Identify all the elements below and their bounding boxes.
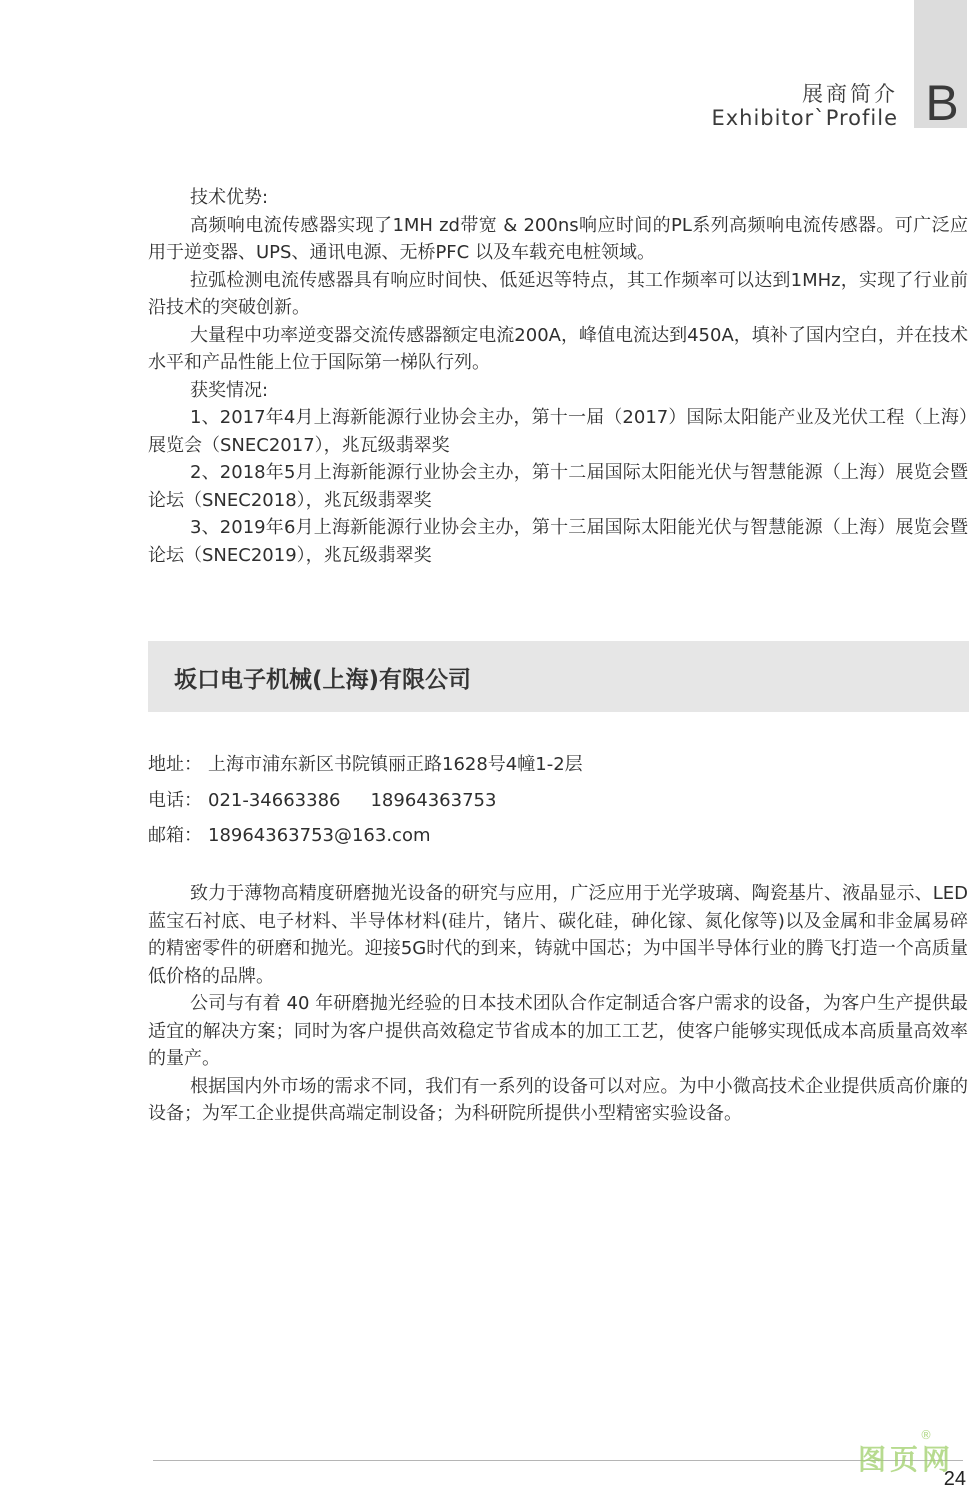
phone-line	[148, 786, 496, 812]
paragraph: 3、2019年6月上海新能源行业协会主办，第十三届国际太阳能光伏与智慧能源（上海）展览会暨论坛（SNEC2019），兆瓦级翡翠奖	[148, 517, 968, 566]
address-value: 上海市浦东新区书院镇丽正路1628号4幢1-2层	[208, 754, 583, 775]
company-banner	[148, 641, 969, 712]
paragraph: 高频响电流传感器实现了1MH zd带宽 & 200ns响应时间的PL系列高频响电流传感器。可广泛应用于逆变器、UPS、通讯电源、无桥PFC 以及车载充电桩领域。	[148, 214, 968, 263]
paragraph: 根据国内外市场的需求不同，我们有一系列的设备可以对应。为中小微高技术企业提供质高价廉的设备；为军工企业提供高端定制设备；为科研院所提供小型精密实验设备。	[148, 1075, 968, 1124]
paragraph: 致力于薄物高精度研磨抛光设备的研究与应用，广泛应用于光学玻璃、陶瓷基片、液晶显示、LED蓝宝石衬底、电子材料、半导体材料(硅片，锗片、碳化硅，砷化镓、氮化傢等)以及金属和非金属易碎的精密零件的研磨和抛光。迎接5G时代的到来，铸就中国芯；为中国半导体行业的腾飞打造一个高质量低价格的品牌。	[148, 883, 968, 987]
email-line	[148, 821, 431, 847]
phone-value-2: 18964363753	[370, 790, 497, 811]
section-title-en: Exhibitor`Profile	[711, 106, 898, 130]
phone-value-1: 021-34663386	[208, 790, 341, 811]
paragraph: 获奖情况:	[190, 379, 269, 401]
paragraph: 公司与有着 40 年研磨抛光经验的日本技术团队合作定制适合客户需求的设备，为客户生产提供最适宜的解决方案；同时为客户提供高效稳定节省成本的加工工艺，使客户能够实现低成本高质量高效率的量产。	[148, 993, 968, 1069]
section-letter: B	[925, 75, 959, 131]
address-label: 地址：	[148, 754, 202, 775]
watermark-logo: 图页网	[858, 1443, 955, 1476]
email-value: 18964363753@163.com	[208, 825, 431, 846]
paragraph: 技术优势:	[190, 187, 269, 208]
watermark-registered-mark: ®	[920, 1428, 932, 1442]
company-name: 坂口电子机械(上海)有限公司	[174, 667, 472, 693]
footer-divider	[153, 1460, 963, 1461]
email-label: 邮箱：	[148, 825, 202, 846]
page-number: 24	[943, 1468, 966, 1490]
phone-label: 电话：	[148, 790, 202, 811]
paragraph: 大量程中功率逆变器交流传感器额定电流200A，峰值电流达到450A，填补了国内空白，并在技术水平和产品性能上位于国际第一梯队行列。	[148, 324, 968, 373]
company-description	[148, 880, 968, 1128]
address-line	[148, 750, 583, 776]
section-title-cn: 展商简介	[802, 82, 898, 106]
paragraph: 2、2018年5月上海新能源行业协会主办，第十二届国际太阳能光伏与智慧能源（上海）展览会暨论坛（SNEC2018），兆瓦级翡翠奖	[148, 462, 968, 511]
previous-company-text	[148, 184, 968, 569]
paragraph: 拉弧检测电流传感器具有响应时间快、低延迟等特点，其工作频率可以达到1MHz，实现了行业前沿技术的突破创新。	[148, 269, 968, 318]
paragraph: 1、2017年4月上海新能源行业协会主办，第十一届（2017）国际太阳能产业及光伏工程（上海）展览会（SNEC2017），兆瓦级翡翠奖	[148, 407, 968, 456]
